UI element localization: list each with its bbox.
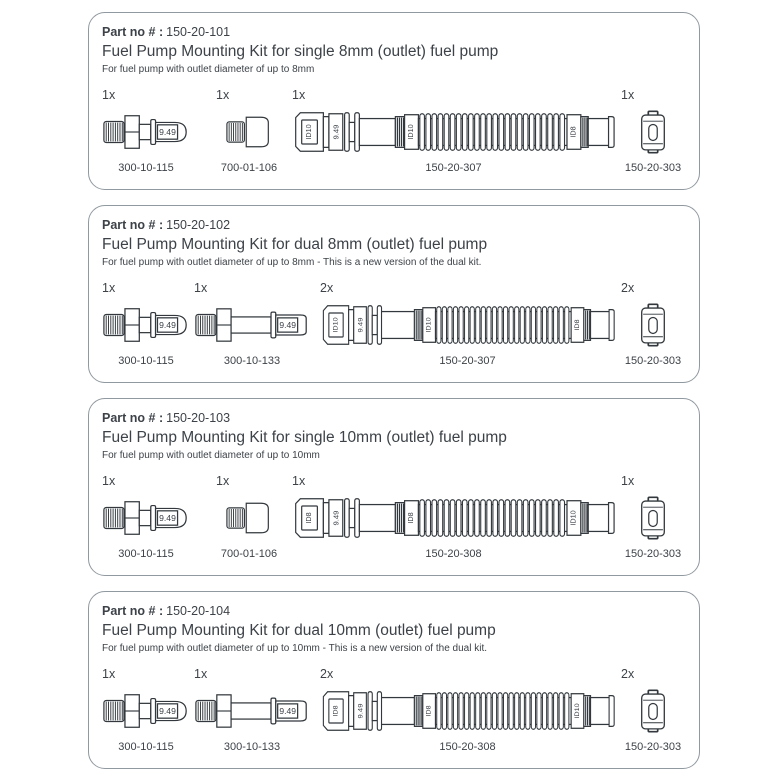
dimension-label: 9.49	[159, 127, 176, 138]
connector-id-label: ID8	[332, 705, 340, 717]
part-no-label: Part no # :	[102, 411, 164, 425]
quantity-label: 1x	[621, 88, 635, 102]
dimension-label: 9.49	[159, 706, 176, 717]
barb-fitting-diagram	[102, 494, 190, 542]
hose-assembly-diagram	[292, 108, 615, 156]
parts-row	[102, 474, 685, 560]
part-no-value: 150-20-104	[166, 604, 231, 618]
quantity-label: 1x	[194, 667, 208, 681]
part-no-value: 150-20-103	[166, 411, 231, 425]
dimension-label: 9.49	[279, 320, 296, 331]
dimension-label: 9.49	[159, 513, 176, 524]
kit-subtitle: For fuel pump with outlet diameter of up to 10mm	[102, 450, 320, 461]
part-number-label: 150-20-308	[425, 548, 482, 560]
part-number-label: 300-10-133	[223, 741, 281, 753]
quantity-label: 1x	[216, 88, 230, 102]
hose-id-label: ID10	[408, 124, 415, 140]
part-figure	[216, 108, 282, 156]
part-figure	[320, 301, 615, 349]
quantity-label: 2x	[320, 667, 334, 681]
part-figure	[621, 108, 685, 156]
part-figure	[102, 108, 190, 156]
hose-id-label: ID8	[408, 512, 415, 524]
kit-subtitle: For fuel pump with outlet diameter of up to 8mm - This is a new version of the dual kit.	[102, 257, 482, 268]
part-figure	[621, 301, 685, 349]
kit-panels	[88, 12, 700, 769]
part-no-label: Part no # :	[102, 604, 164, 618]
kit-item-300-10-115	[102, 474, 190, 560]
kit-subtitle: For fuel pump with outlet diameter of up to 10mm - This is a new version of the dual kit.	[102, 643, 487, 654]
part-no-label: Part no # :	[102, 218, 164, 232]
threaded-plug-diagram	[224, 109, 274, 155]
part-number-label: 150-20-307	[425, 162, 482, 174]
kit-item-300-10-115	[102, 667, 190, 753]
part-number-label: 300-10-115	[118, 741, 174, 753]
kit-title: Fuel Pump Mounting Kit for single 10mm (outlet) fuel pump	[102, 429, 507, 446]
part-number-label: 150-20-303	[624, 548, 682, 560]
retaining-clip-diagram	[637, 108, 669, 156]
quantity-label: 2x	[621, 281, 635, 295]
quantity-label: 1x	[102, 281, 116, 295]
parts-row	[102, 88, 685, 174]
dimension-label: 9.49	[355, 317, 365, 333]
connector-id-label: ID10	[332, 317, 340, 333]
dimension-label: 9.49	[355, 703, 365, 719]
part-figure	[194, 301, 310, 349]
part-figure	[621, 494, 685, 542]
kit-panel	[88, 205, 700, 383]
part-number-label: 150-20-303	[624, 355, 682, 367]
hose-end-id-label: ID10	[574, 703, 581, 719]
kit-item-150-20-303	[621, 667, 685, 753]
part-number-label: 700-01-106	[220, 162, 278, 174]
kit-item-150-20-308	[292, 474, 615, 560]
part-number-label: 300-10-115	[118, 355, 174, 367]
part-no-line	[102, 217, 685, 233]
part-no-line	[102, 603, 685, 619]
part-number-label: 700-01-106	[220, 548, 278, 560]
part-number-label: 150-20-303	[624, 162, 682, 174]
hose-id-label: ID8	[425, 705, 433, 717]
quantity-label: 1x	[102, 667, 116, 681]
kit-title: Fuel Pump Mounting Kit for dual 10mm (outlet) fuel pump	[102, 622, 496, 639]
kit-item-700-01-106	[216, 474, 282, 560]
part-number-label: 150-20-307	[439, 355, 496, 367]
kit-item-150-20-307	[320, 281, 615, 367]
connector-id-label: ID10	[306, 124, 313, 140]
part-number-label: 150-20-303	[624, 741, 682, 753]
part-number-label: 150-20-308	[439, 741, 496, 753]
barb-fitting-long-diagram	[194, 301, 310, 349]
quantity-label: 1x	[292, 474, 306, 488]
kit-item-300-10-115	[102, 88, 190, 174]
part-figure	[194, 687, 310, 735]
kit-panel	[88, 12, 700, 190]
kit-panel	[88, 398, 700, 576]
barb-fitting-diagram	[102, 108, 190, 156]
kit-item-150-20-307	[292, 88, 615, 174]
hose-end-id-label: ID8	[570, 126, 578, 138]
part-figure	[102, 494, 190, 542]
part-figure	[102, 687, 190, 735]
kit-item-700-01-106	[216, 88, 282, 174]
part-figure	[621, 687, 685, 735]
part-figure	[320, 687, 615, 735]
hose-end-id-label: ID8	[574, 319, 581, 331]
dimension-label: 9.49	[331, 124, 341, 140]
kit-panel	[88, 591, 700, 769]
kit-item-150-20-308	[320, 667, 615, 753]
hose-id-label: ID10	[425, 317, 433, 333]
part-figure	[292, 494, 615, 542]
retaining-clip-diagram	[637, 301, 669, 349]
kit-item-300-10-133	[194, 281, 310, 367]
hose-end-id-label: ID10	[570, 510, 578, 526]
quantity-label: 1x	[216, 474, 230, 488]
part-no-line	[102, 410, 685, 426]
part-number-label: 300-10-133	[223, 355, 281, 367]
hose-assembly-diagram	[320, 687, 615, 735]
kit-title: Fuel Pump Mounting Kit for dual 8mm (outlet) fuel pump	[102, 236, 488, 253]
barb-fitting-diagram	[102, 301, 190, 349]
quantity-label: 1x	[292, 88, 306, 102]
barb-fitting-long-diagram	[194, 687, 310, 735]
quantity-label: 2x	[621, 667, 635, 681]
connector-id-label: ID8	[306, 512, 313, 524]
kit-item-150-20-303	[621, 474, 685, 560]
dimension-label: 9.49	[279, 706, 296, 717]
part-no-value: 150-20-102	[166, 218, 231, 232]
part-number-label: 300-10-115	[118, 162, 174, 174]
dimension-label: 9.49	[159, 320, 176, 331]
quantity-label: 2x	[320, 281, 334, 295]
retaining-clip-diagram	[637, 687, 669, 735]
hose-assembly-diagram	[292, 494, 615, 542]
quantity-label: 1x	[194, 281, 208, 295]
parts-row	[102, 667, 685, 753]
quantity-label: 1x	[621, 474, 635, 488]
quantity-label: 1x	[102, 474, 116, 488]
barb-fitting-diagram	[102, 687, 190, 735]
kit-subtitle: For fuel pump with outlet diameter of up to 8mm	[102, 64, 315, 75]
part-no-value: 150-20-101	[166, 25, 231, 39]
part-figure	[216, 494, 282, 542]
kit-title: Fuel Pump Mounting Kit for single 8mm (outlet) fuel pump	[102, 43, 499, 60]
kit-item-300-10-133	[194, 667, 310, 753]
part-figure	[102, 301, 190, 349]
threaded-plug-diagram	[224, 495, 274, 541]
kit-item-150-20-303	[621, 88, 685, 174]
part-no-line	[102, 24, 685, 40]
kit-item-150-20-303	[621, 281, 685, 367]
part-figure	[292, 108, 615, 156]
quantity-label: 1x	[102, 88, 116, 102]
retaining-clip-diagram	[637, 494, 669, 542]
parts-row	[102, 281, 685, 367]
kit-item-300-10-115	[102, 281, 190, 367]
dimension-label: 9.49	[331, 510, 341, 526]
part-number-label: 300-10-115	[118, 548, 174, 560]
hose-assembly-diagram	[320, 301, 615, 349]
part-no-label: Part no # :	[102, 25, 164, 39]
